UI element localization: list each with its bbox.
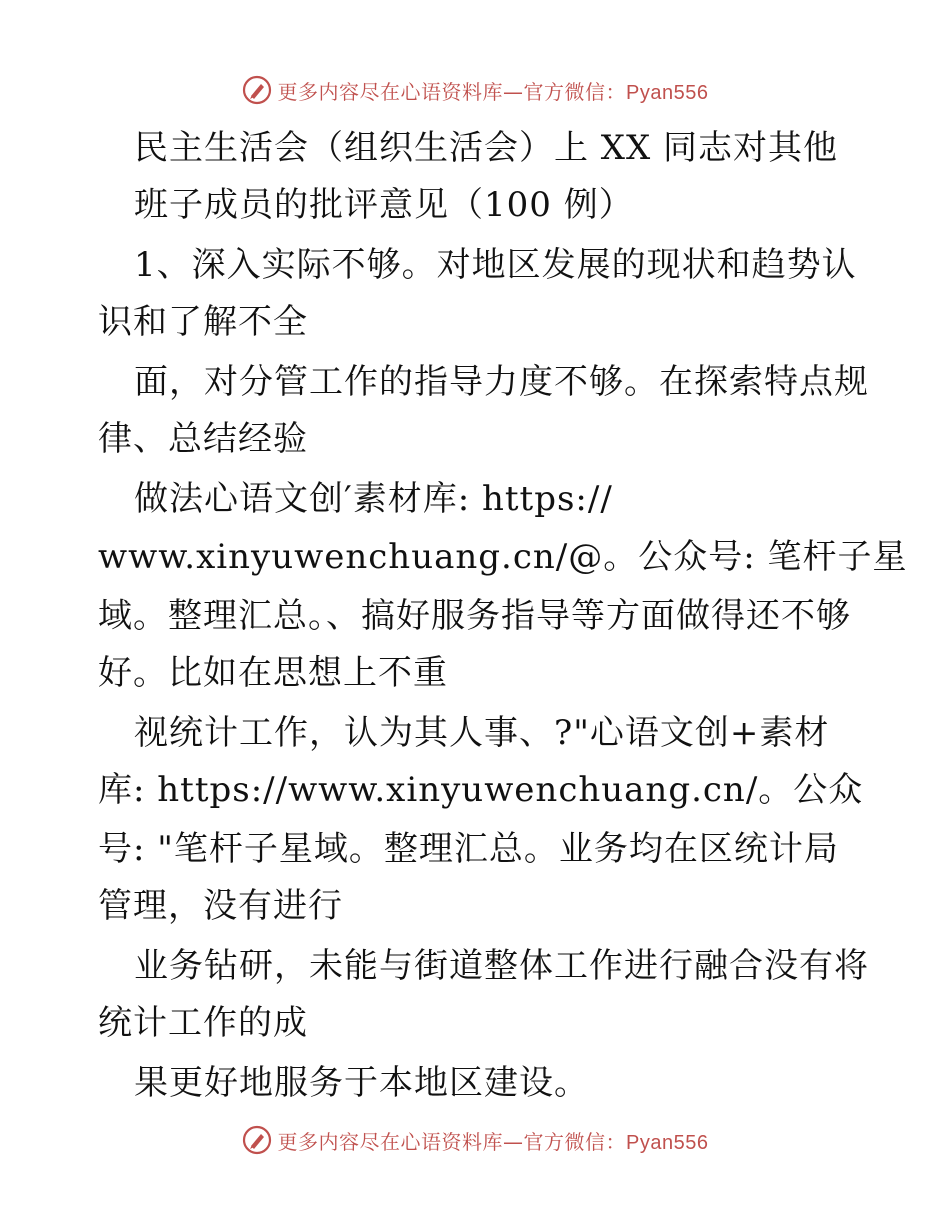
wechat-id: Pyan556 [626,81,709,104]
body-text-line: 面，对分管工作的指导力度不够。在探索特点规 [134,362,869,402]
pen-seal-icon [242,75,272,105]
document-title-line-1: 民主生活会（组织生活会）上 XX 同志对其他 [134,128,839,168]
body-text-line: 号: "笔杆子星域。整理汇总。业务均在区统计局 [98,829,839,869]
body-text-line: 律、总结经验 [98,419,308,459]
body-text-line: 识和了解不全 [98,302,308,342]
body-text-line: 好。比如在思想上不重 [98,653,448,693]
body-text-line: 管理，没有进行 [98,886,343,926]
body-text-line: 库: https://www.xinyuwenchuang.cn/。公众 [98,770,864,810]
header-watermark [0,70,950,110]
body-text-line: www.xinyuwenchuang.cn/@。公众号: 笔杆子星 [98,537,908,577]
watermark-text: 更多内容尽在心语资料库—官方微信：Pyan556 [277,1129,709,1154]
body-text-line: 统计工作的成 [98,1003,308,1043]
body-text-line: 视统计工作，认为其人事、?"心语文创+素材 [134,713,830,753]
body-text-line: 域。整理汇总。、搞好服务指导等方面做得还不够 [98,596,851,636]
wechat-id: Pyan556 [626,1131,709,1154]
body-text-line: 1、深入实际不够。对地区发展的现状和趋势认 [134,245,857,285]
footer-watermark [0,1120,950,1160]
pen-seal-icon [242,1125,272,1155]
watermark-text: 更多内容尽在心语资料库—官方微信：Pyan556 [277,79,709,104]
document-title-line-2: 班子成员的批评意见（100 例） [134,185,634,225]
body-text-line: 做法心语文创′素材库: https:// [134,479,613,519]
body-text-line: 果更好地服务于本地区建设。 [134,1063,589,1103]
body-text-line: 业务钻研，未能与街道整体工作进行融合没有将 [134,946,869,986]
